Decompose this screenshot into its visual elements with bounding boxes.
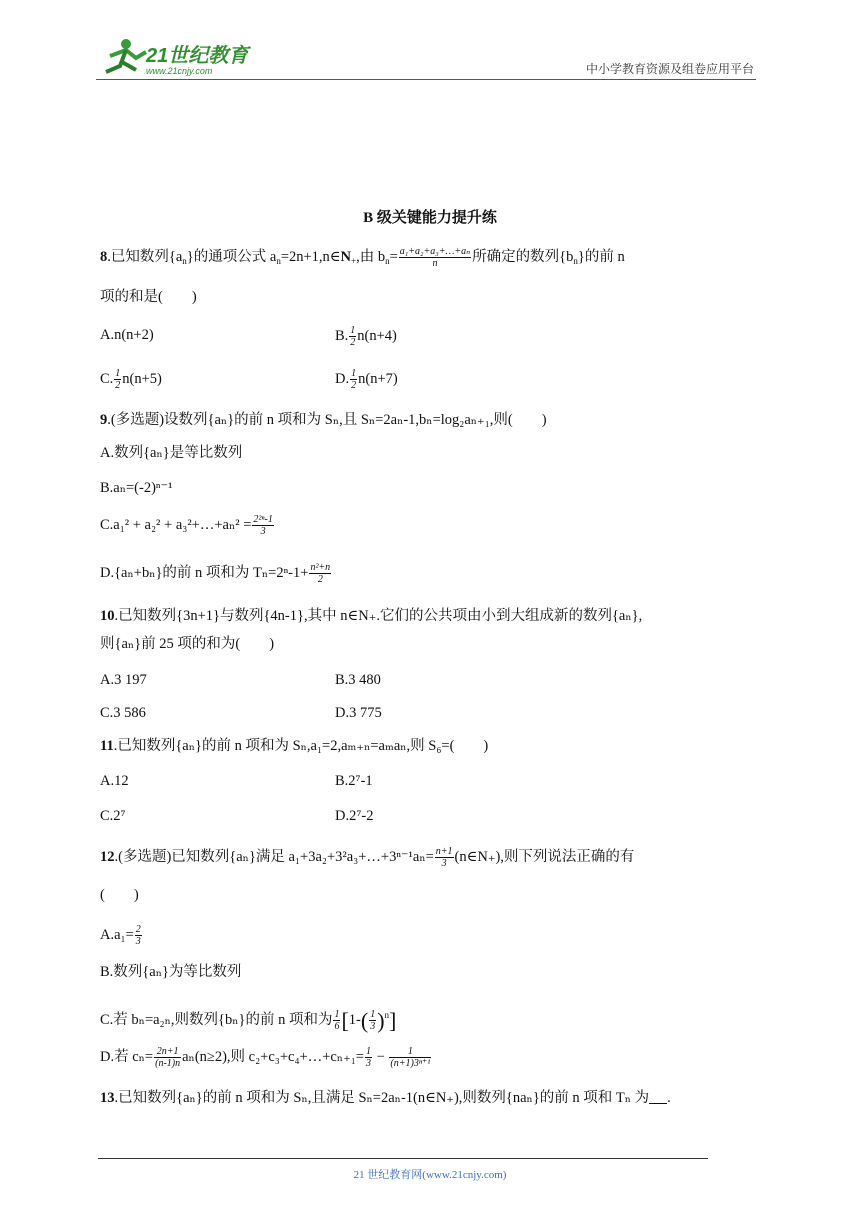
logo-text: 21世纪教育 [146, 45, 249, 67]
q9-stem-text: .(多选题)设数列{aₙ}的前 n 项和为 Sₙ,且 Sₙ=2aₙ-1,bₙ=log₂aₙ₊₁,则( ) [107, 412, 547, 428]
q8-option-b: B. $\frac{1}{2}$ n(n+4) [335, 325, 397, 348]
q8-text-f: ,由 b [356, 248, 386, 265]
q8-frac-den: n [432, 258, 438, 269]
q8-stem-line1: 8.已知数列$\{a_n\}$的通项公式 $a_n=2n+1,n\in N_+$,由 $b_n=$ $\frac{\text{a₁+a₂+a₃+…+aₙ}}{n}$ 所确定的数列$\{b_n\}$的前 n [100, 246, 625, 269]
footer-divider [98, 1158, 708, 1159]
q11-option-c: C.2⁷ [100, 808, 126, 824]
q8-set-n: N [340, 248, 352, 265]
q11-stem: 11.已知数列{aₙ}的前 n 项和为 Sₙ,a₁=2,aₘ₊ₙ=aₘaₙ,则 S₆=( ) [100, 738, 489, 754]
q10-options-row1 [100, 670, 381, 690]
site-logo [96, 36, 266, 78]
q8-number: 8 [100, 248, 108, 265]
section-title: B 级关键能力提升练 [363, 210, 497, 226]
q8-options-row1 [100, 325, 397, 348]
q9-option-c: C.a₁² + a₂² + a₃²+…+aₙ² = $\frac{\text{2²ⁿ-1}}{3}$ [100, 514, 273, 537]
q9-option-a: A.数列{aₙ}是等比数列 [100, 445, 243, 461]
q9-number: 9 [100, 412, 108, 428]
q8-options-row2 [100, 368, 398, 391]
q10-option-d: D.3 775 [335, 705, 382, 721]
q10-number: 10 [100, 608, 115, 624]
q11-option-b: B.2⁷-1 [335, 773, 373, 789]
header-platform-name: 中小学教育资源及组卷应用平台 [585, 62, 754, 76]
q8-text-a: .已知数列{a [107, 248, 183, 265]
q12-stem-line1: 12.(多选题)已知数列{aₙ}满足 a₁+3a₂+3²a₃+…+3ⁿ⁻¹aₙ= $\frac{n+1}{3}$ (n∈N₊),则下列说法正确的有 [100, 846, 635, 869]
q12-number: 12 [100, 848, 115, 865]
q8-option-a: A.n(n+2) [100, 327, 154, 343]
q8-text-h: 所确定的数列{b [472, 248, 574, 265]
q10-option-b: B.3 480 [335, 672, 381, 688]
q12-option-c: C.若 bₙ=a₂ₙ,则数列{bₙ}的前 n 项和为 $\frac{1}{6}$ [1-( $\frac{1}{3}$ )$^n$] [100, 1008, 397, 1033]
q11-option-d: D.2⁷-2 [335, 808, 374, 824]
q9-option-b: B.aₙ=(-2)ⁿ⁻¹ [100, 480, 173, 496]
q12-option-d: D.若 cₙ= $\frac{2n+1}{(n-1)n}$ aₙ(n≥2),则 c₂+c₃+c₄+…+cₙ₊₁= $\frac{1}{3}$ − $\frac{1}{\text{(n+1)3ⁿ⁺¹}}$ [100, 1046, 431, 1069]
q13-stem: 13.已知数列{aₙ}的前 n 项和为 Sₙ,且满足 Sₙ=2aₙ-1(n∈N₊),则数列{naₙ}的前 n 项和 Tₙ 为 . [100, 1090, 671, 1106]
q10-stem-line1: 10.已知数列{3n+1}与数列{4n-1},其中 n∈N₊.它们的公共项由小到大组成新的数列{aₙ}, [100, 608, 643, 624]
q8-frac-num: a₁+a₂+a₃+…+aₙ [399, 246, 471, 257]
q10-option-a: A.3 197 [100, 672, 147, 688]
q8-stem-line2: 项的和是( ) [100, 289, 197, 305]
q12-option-a: A.a₁= $\frac{2}{3}$ [100, 924, 141, 947]
q11-options-row1 [100, 771, 373, 791]
q8-text-b: }的通项公式 a [186, 248, 277, 265]
q8-set-plus: + [351, 255, 357, 266]
q13-answer-blank [649, 1089, 667, 1104]
logo-url: www.21cnjy.com [146, 66, 213, 76]
q12-option-b: B.数列{aₙ}为等比数列 [100, 964, 242, 980]
q11-options-row2 [100, 806, 374, 826]
q10-option-c: C.3 586 [100, 705, 146, 721]
q10-options-row2 [100, 703, 382, 723]
q8-fraction [399, 246, 471, 269]
q13-number: 13 [100, 1090, 115, 1106]
header-divider [96, 79, 756, 80]
q8-option-d: D. $\frac{1}{2}$ n(n+7) [335, 368, 398, 391]
q11-option-a: A.12 [100, 773, 129, 789]
q12-stem-line2: ( ) [100, 887, 139, 903]
q8-option-c: C. $\frac{1}{2}$ n(n+5) [100, 368, 162, 391]
q8-equals: = [389, 248, 398, 265]
q9-option-d: D.{aₙ+bₙ}的前 n 项和为 Tₙ=2ⁿ-1+ $\frac{\text{n²+n}}{2}$ [100, 562, 331, 585]
q11-number: 11 [100, 738, 114, 754]
q8-text-c: =2n+1,n∈ [280, 248, 341, 265]
footer-site: 21 世纪教育网(www.21cnjy.com) [353, 1169, 507, 1181]
q9-stem [100, 410, 547, 430]
q8-text-i: }的前 n [577, 248, 625, 265]
q10-stem-line2: 则{aₙ}前 25 项的和为( ) [100, 636, 275, 652]
